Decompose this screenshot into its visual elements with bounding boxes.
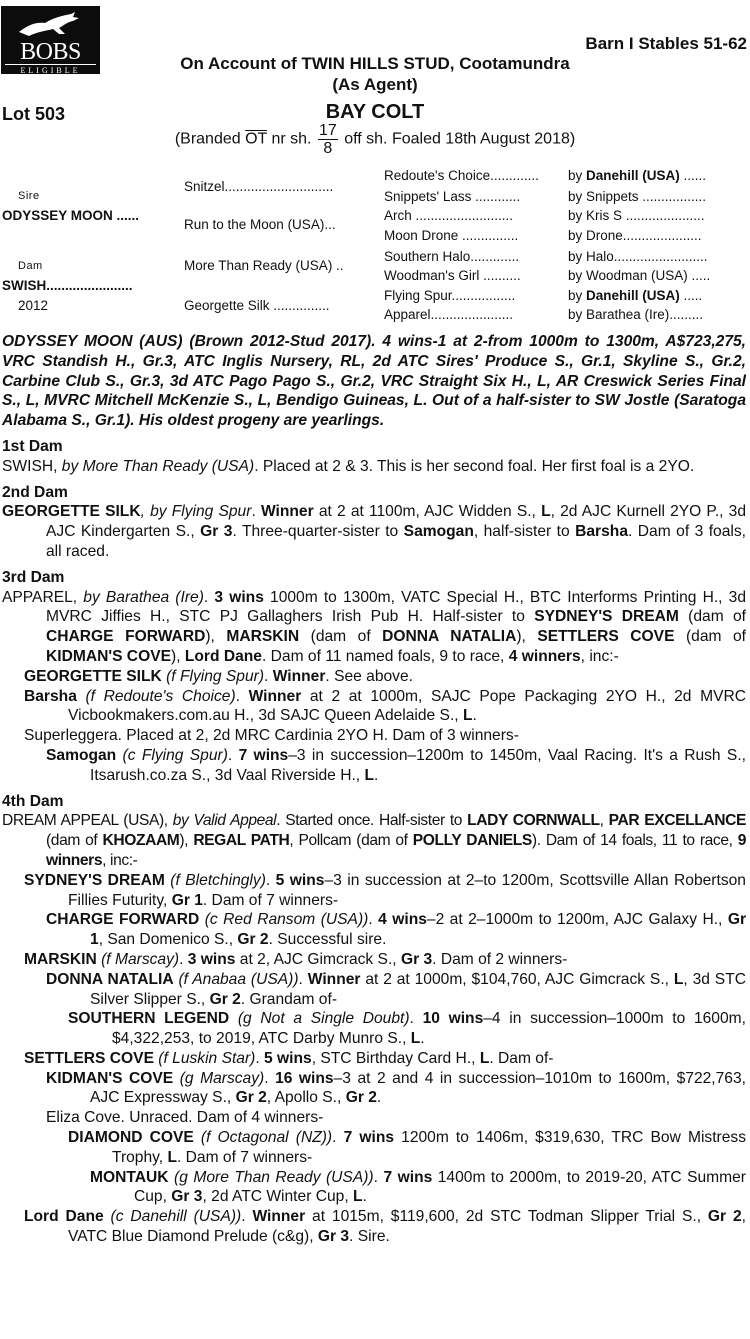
logo-sub: ELIGIBLE xyxy=(5,64,96,75)
ggs-4: by Halo......................... xyxy=(568,249,708,264)
gg-7: Apparel...................... xyxy=(384,307,514,322)
entry-georgette-silk-2: GEORGETTE SILK (f Flying Spur). Winner. See above. xyxy=(24,667,413,685)
heading-2nd-dam: 2nd Dam xyxy=(2,483,68,501)
entry-southern-legend: SOUTHERN LEGEND (g Not a Single Doubt). 10 wins–4 in succession–1000m to 1600m, $4,322,253, to 2019, ATC Darby Munro S., L. xyxy=(68,1010,746,1048)
entry-sydneys-dream: SYDNEY'S DREAM (f Bletchingly). 5 wins–3 in succession at 2–to 1200m, Scottsville Allan Robertson Fillies Futurity, Gr 1. Dam of 7 winners- xyxy=(24,871,746,909)
dam-label: Dam xyxy=(18,260,43,272)
heading-1st-dam: 1st Dam xyxy=(2,437,63,455)
ggs-0: by Danehill (USA) ...... xyxy=(568,168,707,183)
sire-summary: ODYSSEY MOON (AUS) (Brown 2012-Stud 2017). 4 wins-1 at 2-from 1000m to 1300m, A$723,275, VRC Standish H., Gr.3, ATC Inglis Nursery, RL, 2d ATC Sires' Produce S., Gr.1, Skyline S., Gr.2, Carbine Club S., Gr.3, 3d ATC Pago Pago S., Gr.2, VRC Straight Six H., L, AR Creswick Series Final S., L, MVRC Mitchell McKenzie S., L, Bendigo Guineas, L. Out of a half-sister to SW Jostle (Saratoga Alabama S., Gr.1). His oldest progeny are yearlings. xyxy=(2,333,746,430)
dam-year: 2012 xyxy=(18,298,49,313)
heading-3rd-dam: 3rd Dam xyxy=(2,568,65,586)
dam-sire: More Than Ready (USA) .. xyxy=(184,258,344,273)
sire-label: Sire xyxy=(18,190,40,202)
entry-charge-forward: CHARGE FORWARD (c Red Ransom (USA)). 4 wins–2 at 2–1000m to 1200m, AJC Galaxy H., Gr 1, San Domenico S., Gr 2. Successful sire. xyxy=(46,911,747,949)
entry-kidmans-cove: KIDMAN'S COVE (g Marscay). 16 wins–3 at 2 and 4 in succession–1010m to 1600m, $722,763, AJC Expressway S., Gr 2, Apollo S., Gr 2. xyxy=(46,1069,746,1107)
gg-2: Arch .......................... xyxy=(384,208,514,223)
ggs-1: by Snippets ................. xyxy=(568,189,707,204)
entry-dream-appeal: DREAM APPEAL (USA), by Valid Appeal. Started once. Half-sister to LADY CORNWALL, PAR EXCELLANCE (dam of KHOZAAM), REGAL PATH, Pollcam (dam of POLLY DANIELS). Dam of 14 foals, 11 to race, 9 winners, inc:- xyxy=(2,812,747,869)
logo-brand: BOBS xyxy=(20,39,81,65)
entry-donna-natalia: DONNA NATALIA (f Anabaa (USA)). Winner at 2 at 1000m, $104,760, AJC Gimcrack S., L, 3d STC Silver Slipper S., Gr 2. Grandam of- xyxy=(46,970,746,1008)
gg-1: Snippets' Lass ............ xyxy=(384,189,521,204)
sire-dam: Run to the Moon (USA)... xyxy=(184,217,336,232)
entry-eliza-cove: Eliza Cove. Unraced. Dam of 4 winners- xyxy=(46,1109,324,1127)
gg-6: Flying Spur................. xyxy=(384,288,516,303)
entry-samogan: Samogan (c Flying Spur). 7 wins–3 in succession–1200m to 1450m, Vaal Racing. It's a Rush S., Itsarush.co.za S., 3d Vaal Riverside H., L. xyxy=(46,746,747,784)
dam-dam: Georgette Silk ............... xyxy=(184,298,330,313)
gg-3: Moon Drone ............... xyxy=(384,228,519,243)
brand-info: (Branded $\overline{OT}$ nr sh. $\frac{17}{8}$ off sh. Foaled 18th August 2018) xyxy=(174,122,576,157)
catalogue-text xyxy=(2,332,746,1247)
ggs-2: by Kris S ..................... xyxy=(568,208,705,223)
account-line: On Account of TWIN HILLS STUD, Cootamundra xyxy=(180,54,570,73)
entry-lord-dane: Lord Dane (c Danehill (USA)). Winner at 1015m, $119,600, 2d STC Todman Slipper Trial S., Gr 2, VATC Blue Diamond Prelude (c&g), Gr 3. Sire. xyxy=(24,1208,746,1246)
ggs-6: by Danehill (USA) ..... xyxy=(568,288,703,303)
dam-name: SWISH....................... xyxy=(2,278,133,293)
entry-georgette-silk: GEORGETTE SILK, by Flying Spur. Winner at 2 at 1100m, AJC Widden S., L, 2d AJC Kurnell 2YO P., 3d AJC Kindergarten S., Gr 3. Three-quarter-sister to Samogan, half-sister to Barsha. Dam of 3 foals, all raced. xyxy=(2,503,747,560)
horse-icon xyxy=(15,10,85,38)
ggs-3: by Drone..................... xyxy=(568,228,702,243)
ggs-5: by Woodman (USA) ..... xyxy=(568,268,711,283)
lot-number: Lot 503 xyxy=(2,104,66,124)
lot-title: BAY COLT xyxy=(325,101,425,123)
entry-superleggera: Superleggera. Placed at 2, 2d MRC Cardinia 2YO H. Dam of 3 winners- xyxy=(24,727,519,745)
entry-swish: SWISH, by More Than Ready (USA). Placed at 2 & 3. This is her second foal. Her first foal is a 2YO. xyxy=(2,457,695,475)
entry-montauk: MONTAUK (g More Than Ready (USA)). 7 wins 1400m to 2000m, to 2019-20, ATC Summer Cup, Gr 3, 2d ATC Winter Cup, L. xyxy=(90,1168,747,1206)
heading-4th-dam: 4th Dam xyxy=(2,792,64,810)
entry-apparel: APPAREL, by Barathea (Ire). 3 wins 1000m to 1300m, VATC Special H., BTC Interforms Printing H., 3d MVRC Jiffies H., STC PJ Gallaghers Irish Pub H. Half-sister to SYDNEY'S DREAM (dam of CHARGE FORWARD), MARSKIN (dam of DONNA NATALIA), SETTLERS COVE (dam of KIDMAN'S COVE), Lord Dane. Dam of 11 named foals, 9 to race, 4 winners, inc:- xyxy=(2,588,747,665)
entry-diamond-cove: DIAMOND COVE (f Octagonal (NZ)). 7 wins 1200m to 1406m, $319,630, TRC Bow Mistress Trophy, L. Dam of 7 winners- xyxy=(68,1129,747,1166)
entry-settlers-cove: SETTLERS COVE (f Luskin Star). 5 wins, STC Birthday Card H., L. Dam of- xyxy=(24,1049,554,1067)
gg-0: Redoute's Choice............. xyxy=(384,168,539,183)
sire-name: ODYSSEY MOON ...... xyxy=(2,208,140,223)
ggs-7: by Barathea (Ire)......... xyxy=(568,307,704,322)
entry-marskin: MARSKIN (f Marscay). 3 wins at 2, AJC Gimcrack S., Gr 3. Dam of 2 winners- xyxy=(24,950,568,968)
entry-barsha: Barsha (f Redoute's Choice). Winner at 2 at 1000m, SAJC Pope Packaging 2YO H., 2d MVRC Vicbookmakers.com.au H., 3d SAJC Queen Adelaide S., L. xyxy=(24,687,746,725)
gg-5: Woodman's Girl .......... xyxy=(384,268,521,283)
agent-line: (As Agent) xyxy=(332,75,418,94)
pedigree-table xyxy=(0,164,750,329)
barn-location: Barn I Stables 51-62 xyxy=(585,34,747,53)
brand-mark: $\overline{OT}$ xyxy=(245,130,268,148)
brand-fraction: $\frac{17}{8}$ xyxy=(318,122,337,157)
gg-4: Southern Halo............. xyxy=(384,249,520,264)
sire-sire: Snitzel............................. xyxy=(184,179,334,194)
